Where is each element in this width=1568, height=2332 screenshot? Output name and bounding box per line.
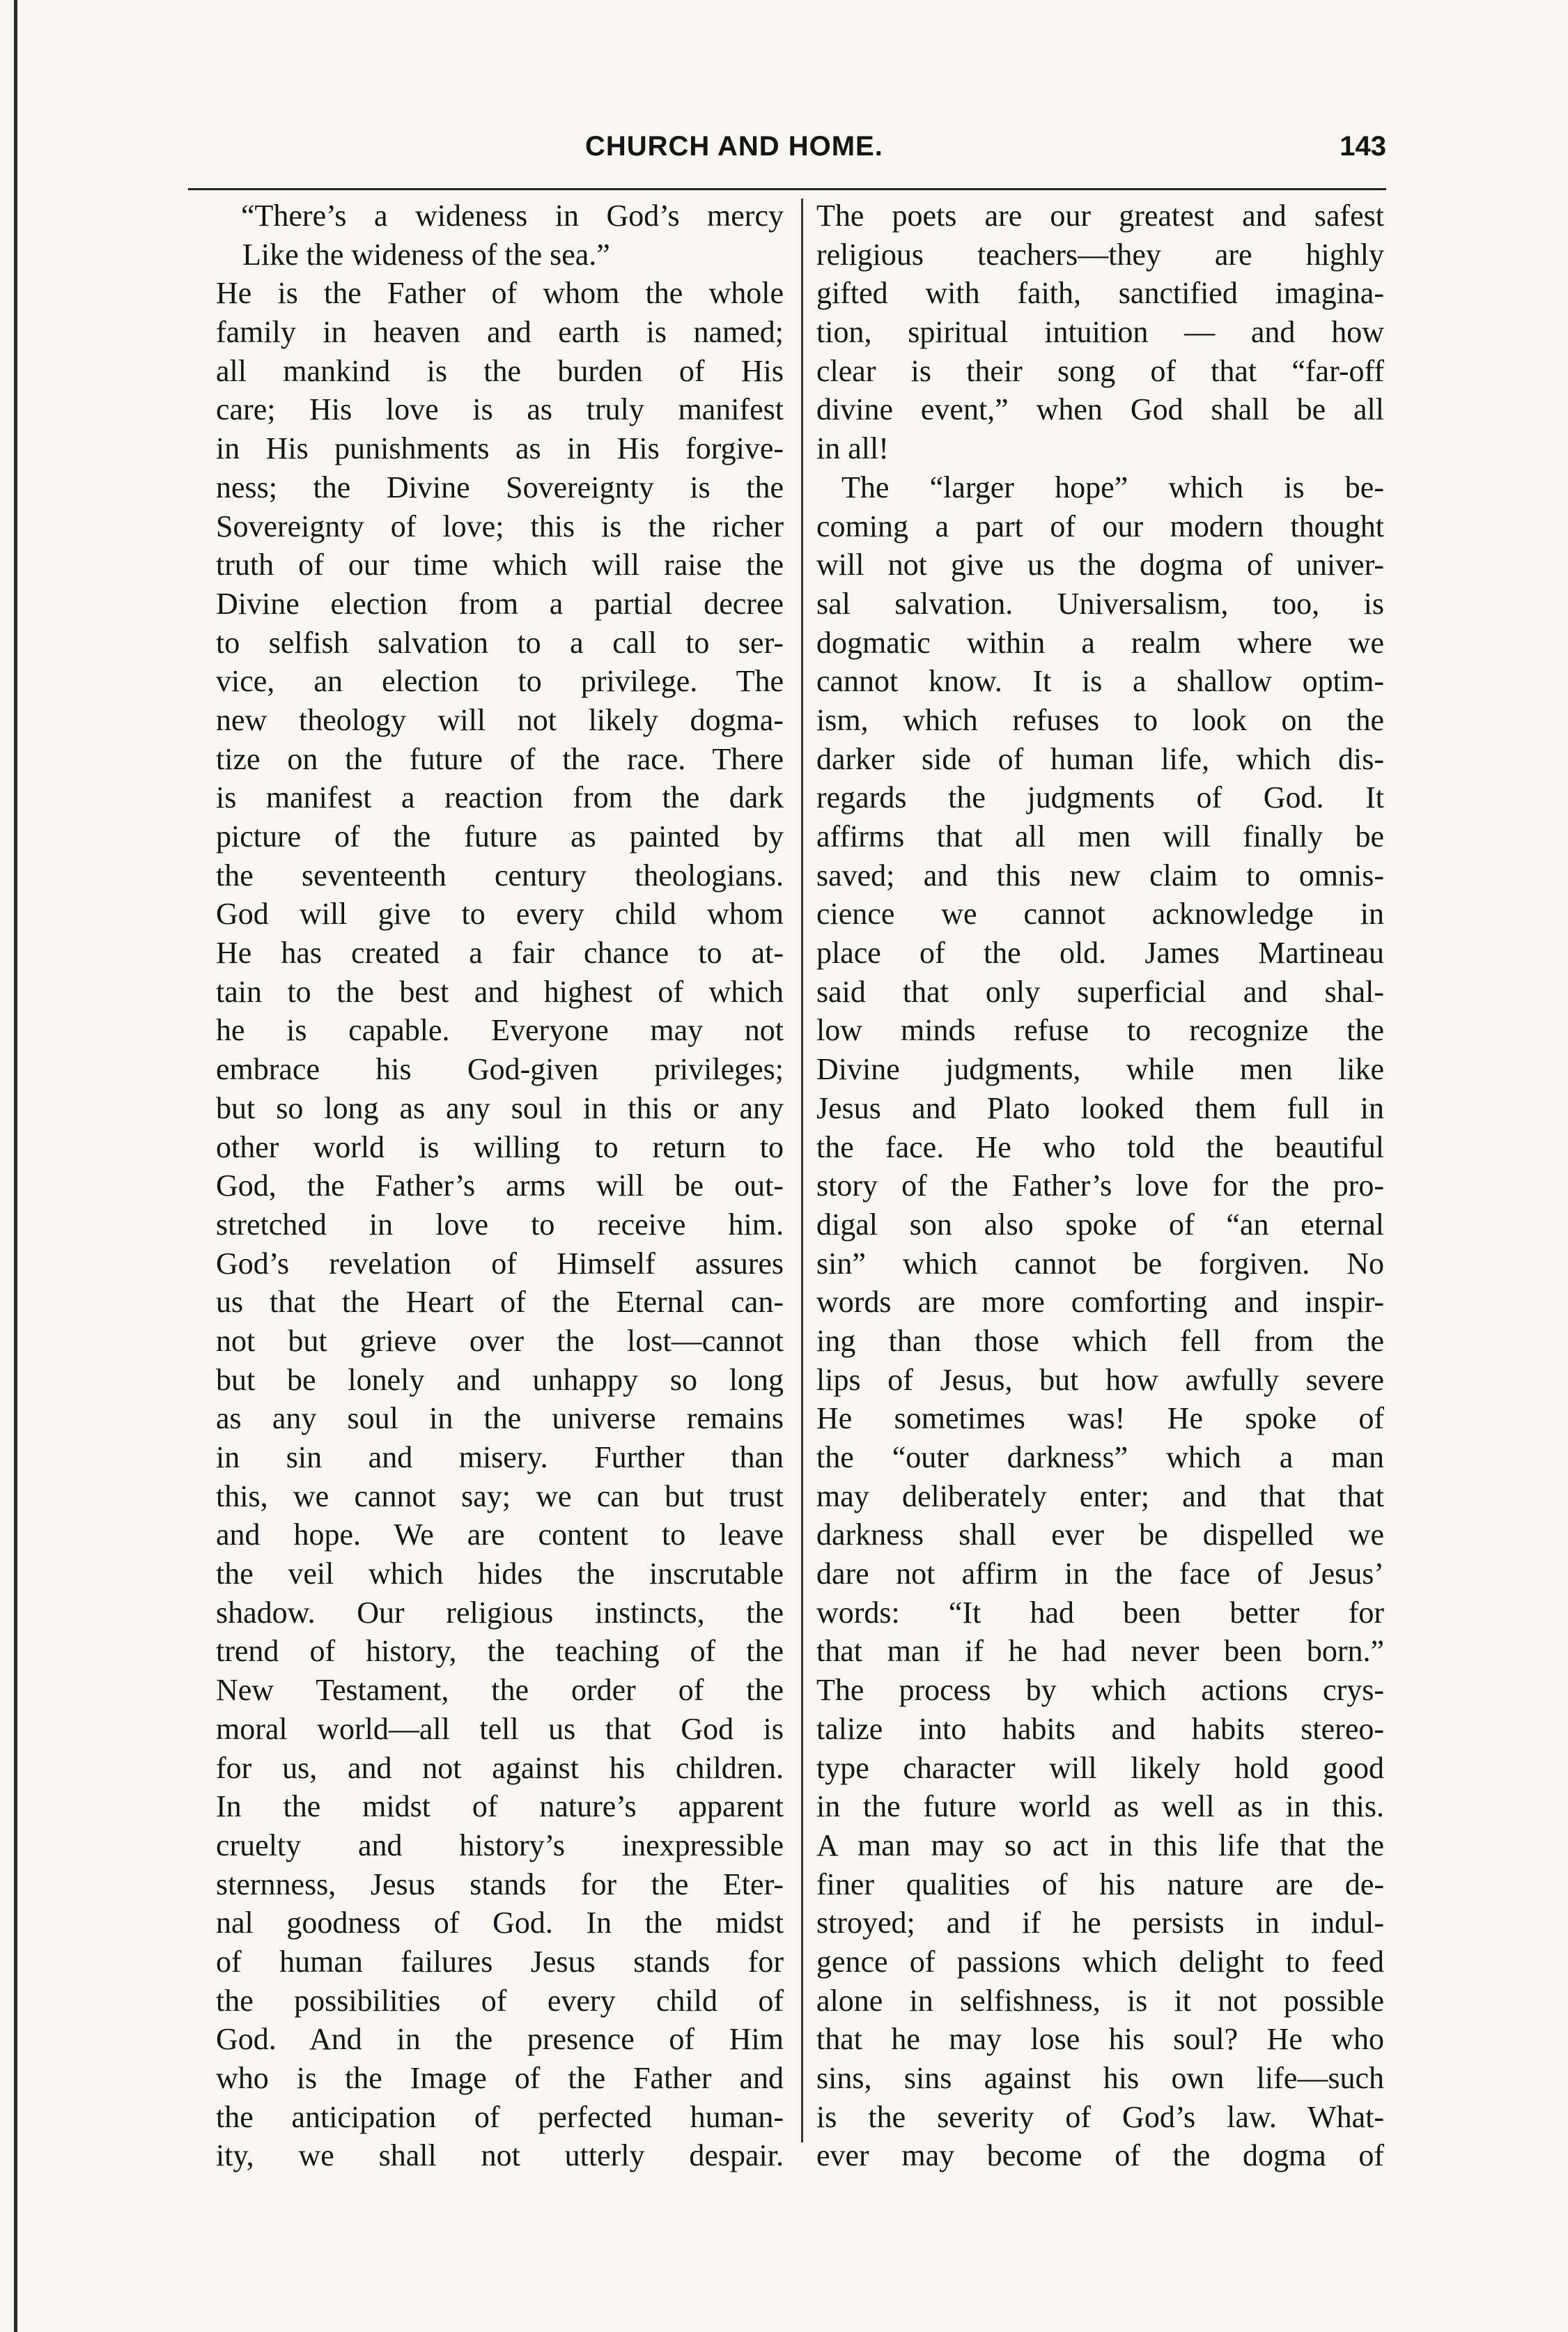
column-divider xyxy=(801,199,803,2142)
text-line: finer qualities of his nature are de- xyxy=(816,1867,1384,1901)
text-line: God will give to every child whom xyxy=(216,897,784,932)
text-line: who is the Image of the Father and xyxy=(216,2061,784,2095)
header-rule xyxy=(188,188,1386,190)
text-line: is the severity of God’s law. What- xyxy=(816,2099,1384,2134)
text-line: dare not affirm in the face of Jesus’ xyxy=(816,1557,1384,1591)
text-line: the seventeenth century theologians. xyxy=(216,858,784,893)
running-head: CHURCH AND HOME. xyxy=(585,131,883,162)
text-line: other world is willing to return to xyxy=(216,1129,784,1164)
text-line: of human failures Jesus stands for xyxy=(216,1944,784,1979)
text-line: The “larger hope” which is be- xyxy=(841,470,1384,504)
text-line: Sovereignty of love; this is the richer xyxy=(216,509,784,543)
text-line: “There’s a wideness in God’s mercy xyxy=(241,199,784,233)
text-line: In the midst of nature’s apparent xyxy=(216,1789,784,1824)
text-line: ness; the Divine Sovereignty is the xyxy=(216,470,784,504)
text-line: regards the judgments of God. It xyxy=(816,780,1384,815)
text-line: in His punishments as in His forgive- xyxy=(216,431,784,466)
text-line: low minds refuse to recognize the xyxy=(816,1013,1384,1048)
text-line: religious teachers—they are highly xyxy=(816,237,1384,272)
text-line: sins, sins against his own life—such xyxy=(816,2061,1384,2095)
text-line: darker side of human life, which dis- xyxy=(816,741,1384,776)
text-line: God. And in the presence of Him xyxy=(216,2022,784,2057)
text-line: family in heaven and earth is named; xyxy=(216,315,784,350)
text-line: alone in selfishness, is it not possible xyxy=(816,1983,1384,2018)
text-line: digal son also spoke of “an eternal xyxy=(816,1207,1384,1242)
text-line: story of the Father’s love for the pro- xyxy=(816,1168,1384,1203)
text-line: words: “It had been better for xyxy=(816,1595,1384,1630)
text-line: affirms that all men will finally be xyxy=(816,819,1384,854)
text-line: type character will likely hold good xyxy=(816,1750,1384,1785)
text-line: vice, an election to privilege. The xyxy=(216,664,784,699)
text-line: saved; and this new claim to omnis- xyxy=(816,858,1384,893)
text-line: care; His love is as truly manifest xyxy=(216,392,784,427)
text-line: coming a part of our modern thought xyxy=(816,509,1384,543)
text-line: the possibilities of every child of xyxy=(216,1983,784,2018)
text-line: He sometimes was! He spoke of xyxy=(816,1401,1384,1436)
text-line: as any soul in the universe remains xyxy=(216,1401,784,1436)
right-column xyxy=(816,196,1384,2175)
text-line: God, the Father’s arms will be out- xyxy=(216,1168,784,1203)
text-line: that man if he had never been born.” xyxy=(816,1634,1384,1669)
text-line: the face. He who told the beautiful xyxy=(816,1129,1384,1164)
text-line: Divine judgments, while men like xyxy=(816,1052,1384,1087)
text-line: us that the Heart of the Eternal can- xyxy=(216,1285,784,1320)
text-line: stroyed; and if he persists in indul- xyxy=(816,1906,1384,1940)
text-line: in sin and misery. Further than xyxy=(216,1440,784,1474)
page-number: 143 xyxy=(1340,131,1386,162)
text-line: Jesus and Plato looked them full in xyxy=(816,1090,1384,1125)
text-line: ity, we shall not utterly despair. xyxy=(216,2138,784,2173)
text-line: but so long as any soul in this or any xyxy=(216,1090,784,1125)
text-line: but be lonely and unhappy so long xyxy=(216,1362,784,1397)
text-line: for us, and not against his children. xyxy=(216,1750,784,1785)
text-line: new theology will not likely dogma- xyxy=(216,702,784,737)
text-line: the “outer darkness” which a man xyxy=(816,1440,1384,1474)
text-line: stretched in love to receive him. xyxy=(216,1207,784,1242)
text-line: may deliberately enter; and that that xyxy=(816,1478,1384,1513)
text-line: said that only superficial and shal- xyxy=(816,974,1384,1009)
text-line: ever may become of the dogma of xyxy=(816,2138,1384,2173)
text-line: not but grieve over the lost—cannot xyxy=(216,1323,784,1358)
text-line: in the future world as well as in this. xyxy=(816,1789,1384,1824)
text-line: place of the old. James Martineau xyxy=(816,936,1384,971)
text-line: tize on the future of the race. There xyxy=(216,741,784,776)
text-line: trend of history, the teaching of the xyxy=(216,1634,784,1669)
text-line: sin” which cannot be forgiven. No xyxy=(816,1246,1384,1281)
text-line: tain to the best and highest of which xyxy=(216,974,784,1009)
text-line: darkness shall ever be dispelled we xyxy=(816,1518,1384,1552)
text-line: the anticipation of perfected human- xyxy=(216,2099,784,2134)
text-line: dogmatic within a realm where we xyxy=(816,625,1384,660)
text-line: words are more comforting and inspir- xyxy=(816,1285,1384,1320)
text-line: ism, which refuses to look on the xyxy=(816,702,1384,737)
text-line: and hope. We are content to leave xyxy=(216,1518,784,1552)
text-line: sal salvation. Universalism, too, is xyxy=(816,586,1384,621)
text-line: divine event,” when God shall be all xyxy=(816,392,1384,427)
text-line: He is the Father of whom the whole xyxy=(216,276,784,311)
text-line: A man may so act in this life that the xyxy=(816,1828,1384,1862)
text-line: embrace his God-given privileges; xyxy=(216,1052,784,1087)
text-line: shadow. Our religious instincts, the xyxy=(216,1595,784,1630)
text-line: lips of Jesus, but how awfully severe xyxy=(816,1362,1384,1397)
text-line: Divine election from a partial decree xyxy=(216,586,784,621)
text-line: The process by which actions crys- xyxy=(816,1673,1384,1708)
text-line: He has created a fair chance to at- xyxy=(216,936,784,971)
text-line: that he may lose his soul? He who xyxy=(816,2022,1384,2057)
text-line: the veil which hides the inscrutable xyxy=(216,1557,784,1591)
page-header xyxy=(188,131,1386,173)
text-line: truth of our time which will raise the xyxy=(216,548,784,582)
text-line: sternness, Jesus stands for the Eter- xyxy=(216,1867,784,1901)
text-line: talize into habits and habits stereo- xyxy=(816,1711,1384,1746)
text-line: picture of the future as painted by xyxy=(216,819,784,854)
text-line: cruelty and history’s inexpressible xyxy=(216,1828,784,1862)
text-line: all mankind is the burden of His xyxy=(216,353,784,388)
left-column xyxy=(216,196,784,2175)
text-line: Like the wideness of the sea.” xyxy=(242,237,610,272)
text-line: nal goodness of God. In the midst xyxy=(216,1906,784,1940)
text-line: cannot know. It is a shallow optim- xyxy=(816,664,1384,699)
text-line: ing than those which fell from the xyxy=(816,1323,1384,1358)
text-line: is manifest a reaction from the dark xyxy=(216,780,784,815)
text-line: clear is their song of that “far-off xyxy=(816,353,1384,388)
text-line: cience we cannot acknowledge in xyxy=(816,897,1384,932)
text-line: gifted with faith, sanctified imagina- xyxy=(816,276,1384,311)
text-line: he is capable. Everyone may not xyxy=(216,1013,784,1048)
text-line: New Testament, the order of the xyxy=(216,1673,784,1708)
text-line: moral world—all tell us that God is xyxy=(216,1711,784,1746)
text-line: to selfish salvation to a call to ser- xyxy=(216,625,784,660)
text-line: will not give us the dogma of univer- xyxy=(816,548,1384,582)
text-line: in all! xyxy=(816,431,889,466)
text-line: this, we cannot say; we can but trust xyxy=(216,1478,784,1513)
binding-edge-line xyxy=(14,0,17,2332)
text-line: The poets are our greatest and safest xyxy=(816,199,1384,233)
text-line: tion, spiritual intuition — and how xyxy=(816,315,1384,350)
text-line: gence of passions which delight to feed xyxy=(816,1944,1384,1979)
text-line: God’s revelation of Himself assures xyxy=(216,1246,784,1281)
